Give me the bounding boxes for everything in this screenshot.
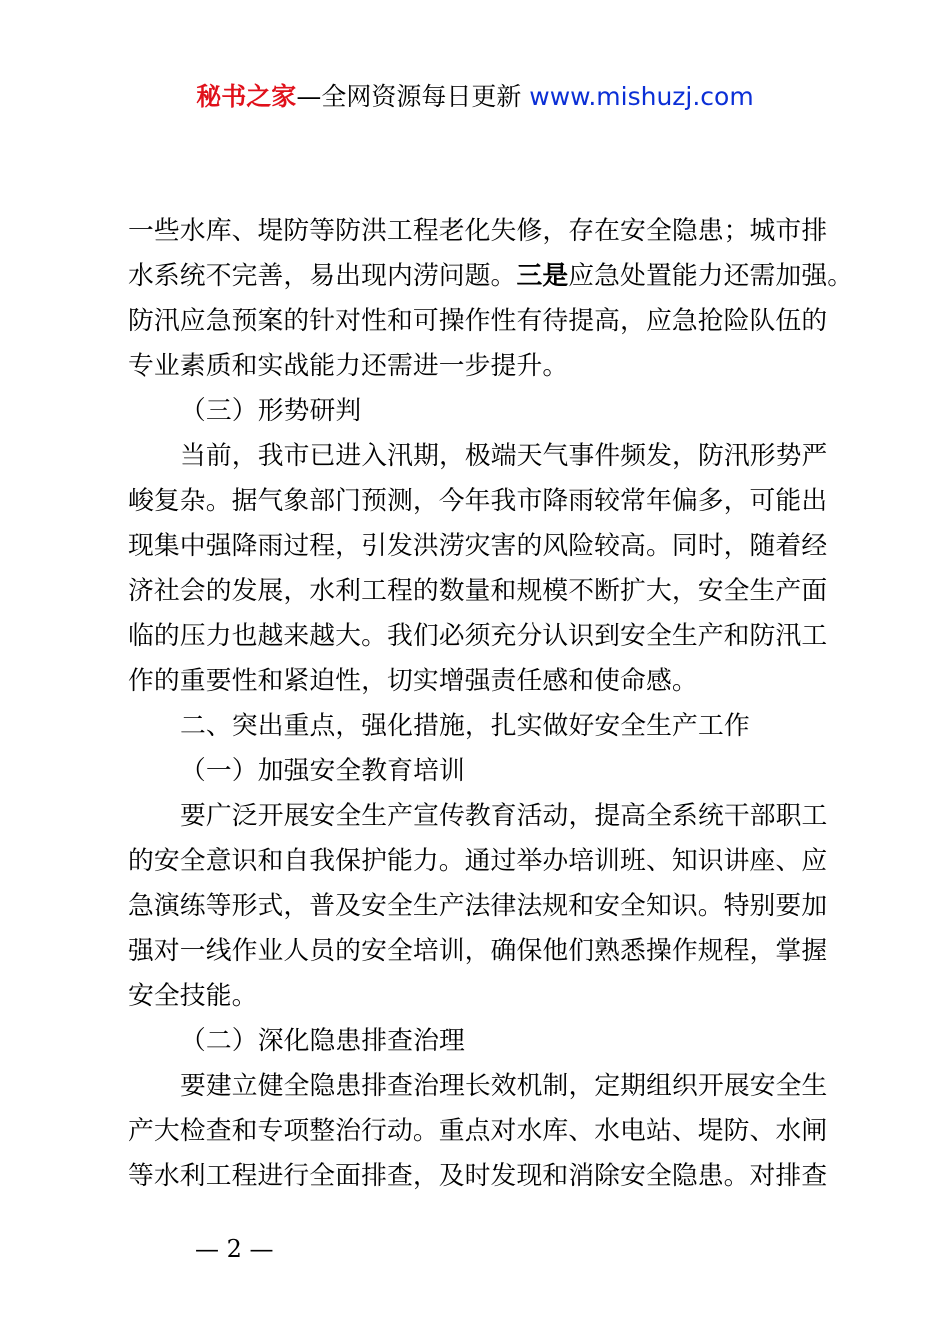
body-text: 水系统不完善，易出现内涝问题。	[128, 261, 517, 291]
body-text: 应急处置能力还需加强。	[568, 261, 854, 291]
body-line: 安全技能。	[128, 981, 258, 1011]
site-url-link[interactable]: www.mishuzj.com	[529, 82, 754, 111]
site-name: 秘书之家	[196, 82, 297, 111]
body-line: 临的压力也越来越大。我们必须充分认识到安全生产和防汛工	[128, 621, 828, 651]
body-line: 急演练等形式，普及安全生产法律法规和安全知识。特别要加	[128, 891, 828, 921]
page-number: — 2 —	[195, 1235, 274, 1263]
body-line	[128, 259, 853, 293]
bold-keyword: 三是	[516, 261, 569, 291]
body-line: 的安全意识和自我保护能力。通过举办培训班、知识讲座、应	[128, 846, 828, 876]
body-line: 等水利工程进行全面排查，及时发现和消除安全隐患。对排查	[128, 1161, 828, 1191]
body-line: 产大检查和专项整治行动。重点对水库、水电站、堤防、水闸	[128, 1116, 828, 1146]
body-line: 要广泛开展安全生产宣传教育活动，提高全系统干部职工	[180, 801, 828, 831]
body-line: 作的重要性和紧迫性，切实增强责任感和使命感。	[128, 666, 698, 696]
body-line: 现集中强降雨过程，引发洪涝灾害的风险较高。同时，随着经	[128, 531, 828, 561]
body-line: 防汛应急预案的针对性和可操作性有待提高，应急抢险队伍的	[128, 306, 828, 336]
body-line: 要建立健全隐患排查治理长效机制，定期组织开展安全生	[180, 1071, 828, 1101]
body-line: 一些水库、堤防等防洪工程老化失修，存在安全隐患；城市排	[128, 216, 828, 246]
site-tagline: —全网资源每日更新	[296, 82, 522, 111]
body-line: 当前，我市已进入汛期，极端天气事件频发，防汛形势严	[180, 441, 828, 471]
body-line: 强对一线作业人员的安全培训，确保他们熟悉操作规程，掌握	[128, 936, 828, 966]
body-line: 专业素质和实战能力还需进一步提升。	[128, 351, 569, 381]
chapter-heading: 二、突出重点，强化措施，扎实做好安全生产工作	[180, 711, 750, 741]
body-line: 济社会的发展，水利工程的数量和规模不断扩大，安全生产面	[128, 576, 828, 606]
body-line: 峻复杂。据气象部门预测，今年我市降雨较常年偏多，可能出	[128, 486, 828, 516]
section-heading: （三）形势研判	[180, 396, 362, 426]
section-heading: （二）深化隐患排查治理	[180, 1026, 465, 1056]
section-heading: （一）加强安全教育培训	[180, 756, 465, 786]
page-header	[0, 80, 950, 114]
